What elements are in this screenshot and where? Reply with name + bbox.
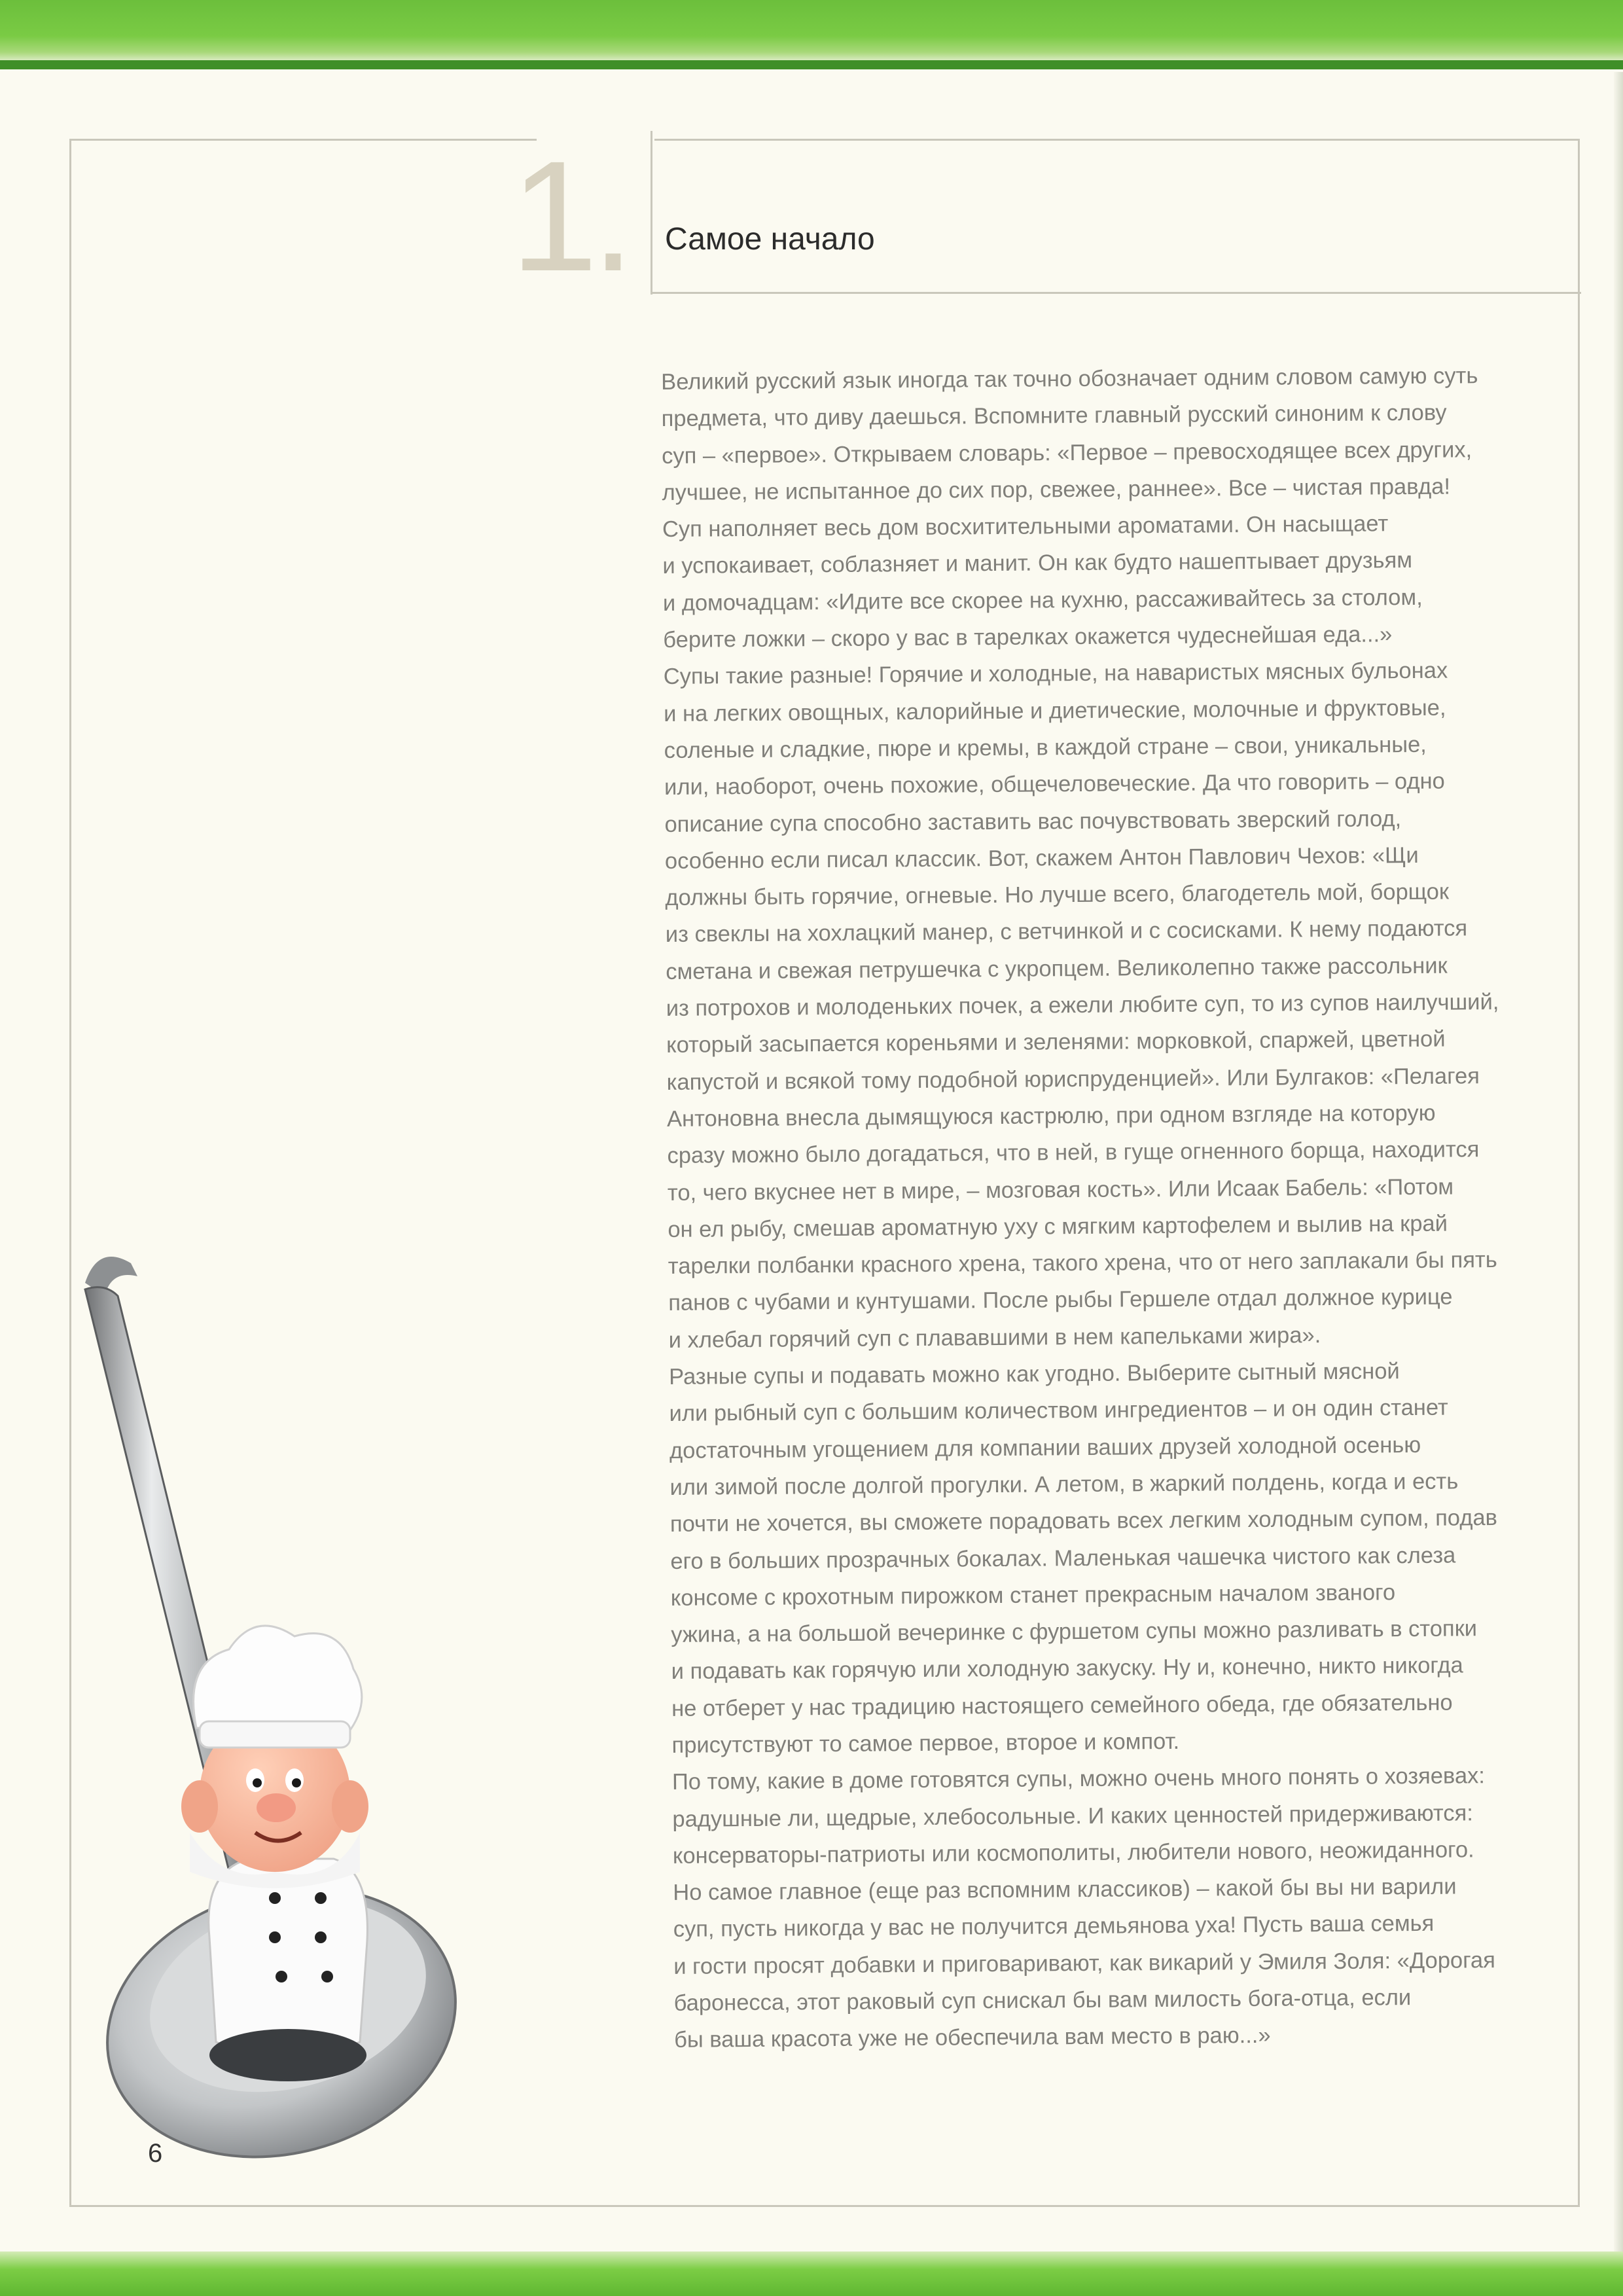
paragraph [664, 651, 1611, 1359]
text-line: капустой и всякой тому подобной юриспруденцией». Или Булгаков: «Пелагея [666, 1063, 1480, 1095]
text-line: лучшее, не испытанное до сих пор, свежее, раннее». Все – чистая правда! [662, 474, 1451, 505]
paragraph [669, 1352, 1614, 1765]
body-text [661, 357, 1616, 2059]
text-line: не отберет у нас традицию настоящего семейного обеда, где обязательно [671, 1690, 1453, 1721]
text-line: достаточным угощением для компании ваших друзей холодной осенью [669, 1432, 1421, 1463]
text-line: бы ваша красота уже не обеспечила вам место в раю...» [673, 2023, 1271, 2053]
text-line: из свеклы на хохлацкий манер, с ветчинкой и с сосисками. К нему подаются [665, 916, 1468, 948]
paragraph [661, 357, 1605, 659]
text-line: Великий русский язык иногда так точно обозначает одним словом самую суть [661, 363, 1478, 395]
text-line: почти не хочется, вы сможете порадовать всех легким холодным супом, подав [669, 1505, 1498, 1537]
text-line: или зимой после долгой прогулки. А летом, в жаркий полдень, когда и есть [669, 1469, 1459, 1500]
text-line: суп, пусть никогда у вас не получится демьянова уха! Пусть ваша семья [673, 1911, 1435, 1943]
text-line: консерваторы-патриоты или космополиты, любители нового, неожиданного. [672, 1837, 1474, 1869]
text-line: предмета, что диву даешься. Вспомните главный русский синоним к слову [661, 400, 1447, 432]
text-line: из потрохов и молоденьких почек, а ежели любите суп, то из супов наилучший, [666, 990, 1499, 1022]
paragraph [672, 1757, 1616, 2059]
text-line: и гости просят добавки и приговаривают, как викарий у Эмиля Золя: «Дорогая [673, 1947, 1495, 1979]
text-line: он ел рыбу, смешав ароматную уху с мягким картофелем и вылив на край [668, 1211, 1448, 1242]
book-edge-top [0, 0, 1623, 65]
text-line: должны быть горячие, огневые. Но лучше всего, благодетель мой, борщок [665, 879, 1450, 911]
text-line: баронесса, этот раковый суп снискал бы вам милость бога-отца, если [673, 1985, 1412, 2016]
text-line: Супы такие разные! Горячие и холодные, на наваристых мясных бульонах [663, 658, 1448, 690]
chapter-number: 1. [510, 128, 629, 304]
text-line: панов с чубами и кунтушами. После рыбы Гершеле отдал должное курице [668, 1284, 1453, 1316]
chapter-title: Самое начало [665, 222, 875, 257]
text-line: и на легких овощных, калорийные и диетические, молочные и фруктовые, [664, 695, 1446, 726]
chef-ladle-illustration [59, 1244, 517, 2199]
text-line: сметана и свежая петрушечка с укропцем. Великолепно также рассольник [666, 953, 1448, 984]
text-line: или, наоборот, очень похожие, общечеловеческие. Да что говорить – одно [664, 768, 1445, 800]
text-line: консоме с крохотным пирожком станет прекрасным началом званого [670, 1580, 1396, 1611]
title-underline [651, 292, 1581, 294]
text-line: и подавать как горячую или холодную закуску. Ну и, конечно, никто никогда [671, 1653, 1463, 1685]
text-line: или рыбный суп с большим количеством ингредиентов – и он один станет [669, 1395, 1448, 1427]
text-line: суп – «первое». Открываем словарь: «Первое – превосходящее всех других, [661, 437, 1472, 469]
page-number: 6 [148, 2139, 163, 2168]
text-line: Суп наполняет весь дом восхитительными ароматами. Он насыщает [662, 511, 1389, 543]
text-line: особенно если писал классик. Вот, скажем Антон Павлович Чехов: «Щи [664, 842, 1419, 874]
text-line: присутствуют то самое первое, второе и компот. [671, 1729, 1180, 1758]
text-line: По тому, какие в доме готовятся супы, можно очень много понять о хозяевах: [671, 1763, 1486, 1795]
text-line: то, чего вкуснее нет в мире, – мозговая кость». Или Исаак Бабель: «Потом [667, 1174, 1454, 1206]
text-line: радушные ли, щедрые, хлебосольные. И каких ценностей придерживаются: [672, 1800, 1473, 1832]
text-line: Но самое главное (еще раз вспомним классиков) – какой бы вы ни варили [673, 1874, 1457, 1906]
text-line: который засыпается кореньями и зеленями: морковкой, спаржей, цветной [666, 1026, 1446, 1058]
text-line: и домочадцам: «Идите все скорее на кухню, рассаживайтесь за столом, [662, 584, 1423, 616]
text-line: Разные супы и подавать можно как угодно. Выберите сытный мясной [669, 1359, 1400, 1390]
book-edge-top-line [0, 60, 1623, 69]
book-edge-bottom [0, 2251, 1623, 2296]
text-line: ужина, а на большой вечеринке с фуршетом супы можно разливать в стопки [671, 1616, 1478, 1648]
text-line: тарелки полбанки красного хрена, такого хрена, что от него заплакали бы пять [668, 1247, 1497, 1280]
text-line: его в больших прозрачных бокалах. Маленькая чашечка чистого как слеза [670, 1543, 1456, 1574]
text-line: сразу можно было догадаться, что в ней, в гуще огненного борща, находится [667, 1137, 1480, 1169]
text-line: и успокаивает, соблазняет и манит. Он как будто нашептывает друзьям [662, 548, 1413, 579]
text-line: соленые и сладкие, пюре и кремы, в каждой стране – свои, уникальные, [664, 732, 1427, 763]
text-line: и хлебал горячий суп с плававшими в нем капельками жира». [668, 1322, 1321, 1353]
text-line: берите ложки – скоро у вас в тарелках окажется чудеснейшая еда...» [663, 622, 1393, 653]
text-line: описание супа способно заставить вас почувствовать зверский голод, [664, 806, 1402, 837]
text-line: Антоновна внесла дымящуюся кастрюлю, при одном взгляде на которую [666, 1100, 1436, 1132]
